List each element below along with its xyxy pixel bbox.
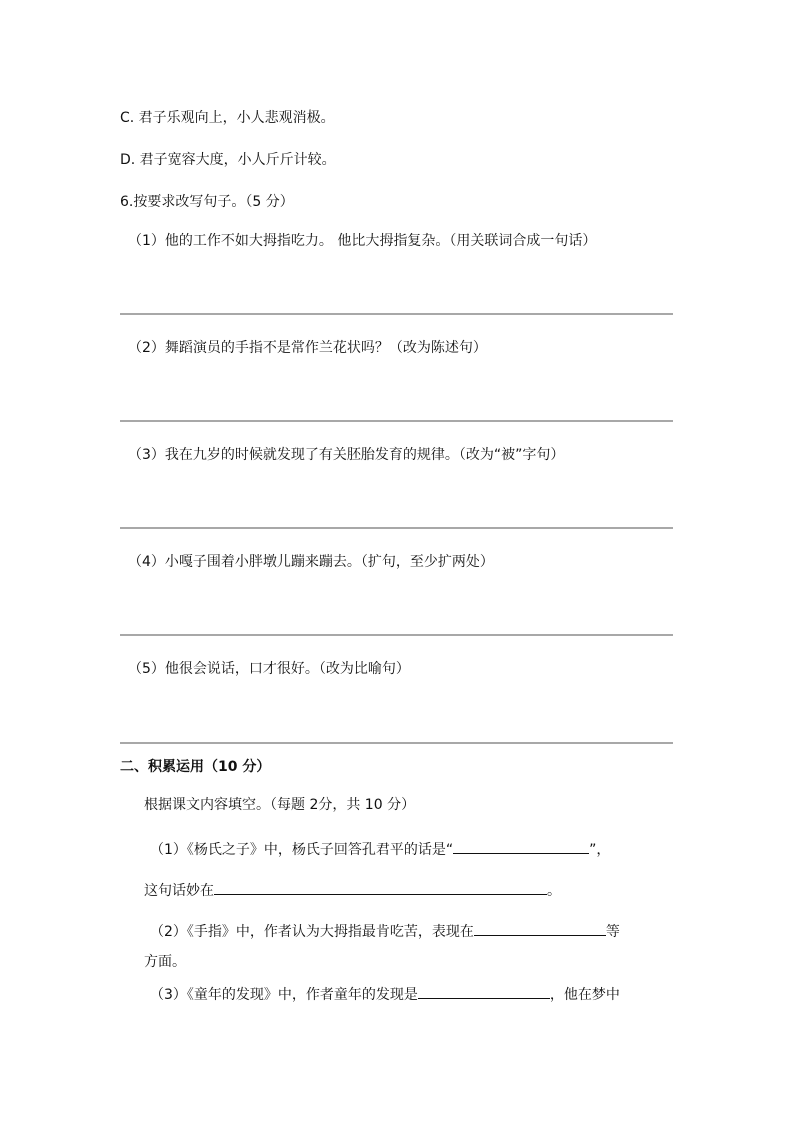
answer-line-5 [120, 742, 673, 744]
option-c: C. 君子乐观向上，小人悲观消极。 [120, 110, 335, 126]
fill-question-3-text-b: ，他在梦中 [549, 987, 620, 1003]
fill-question-1-text-c: 这句话妙在 [144, 883, 214, 899]
answer-line-3 [120, 527, 673, 529]
question-6-item-4: （4）小嘎子围着小胖墩儿蹦来蹦去。（扩句，至少扩两处） [128, 554, 494, 570]
question-6-title: 6.按要求改写句子。（5 分） [120, 194, 294, 210]
fill-question-3-text-a: （3）《童年的发现》中，作者童年的发现是 [150, 987, 418, 1003]
fill-question-1-text-a: （1）《杨氏之子》中，杨氏子回答孔君平的话是“ [150, 842, 454, 858]
fill-question-1-line-2 [144, 880, 561, 901]
fill-question-2-line-2: 方面。 [144, 954, 186, 970]
fill-blank-3[interactable] [418, 984, 550, 999]
fill-blank-2[interactable] [474, 921, 606, 936]
fill-question-2-text-b: 等 [605, 924, 620, 940]
question-6-item-5: （5）他很会说话，口才很好。（改为比喻句） [128, 661, 410, 677]
section-2-heading: 二、积累运用（10 分） [120, 759, 271, 775]
fill-blank-1b[interactable] [214, 880, 547, 895]
question-6-item-1: （1）他的工作不如大拇指吃力。 他比大拇指复杂。（用关联词合成一句话） [128, 233, 597, 249]
section-2-instruction: 根据课文内容填空。（每题 2分，共 10 分） [144, 797, 416, 813]
answer-line-2 [120, 420, 673, 422]
fill-question-1 [150, 839, 610, 860]
fill-question-1-text-b: ”， [589, 842, 611, 858]
option-d: D. 君子宽容大度，小人斤斤计较。 [120, 152, 336, 168]
fill-question-3 [150, 984, 620, 1005]
question-6-item-2: （2）舞蹈演员的手指不是常作兰花状吗？（改为陈述句） [128, 340, 487, 356]
fill-question-1-text-d: 。 [547, 883, 561, 899]
question-6-item-3: （3）我在九岁的时候就发现了有关胚胎发育的规律。（改为“被”字句） [128, 447, 565, 463]
fill-blank-1a[interactable] [453, 839, 589, 854]
fill-question-2 [150, 921, 620, 942]
answer-line-4 [120, 634, 673, 636]
answer-line-1 [120, 313, 673, 315]
fill-question-2-text-a: （2）《手指》中，作者认为大拇指最肯吃苦，表现在 [150, 924, 474, 940]
